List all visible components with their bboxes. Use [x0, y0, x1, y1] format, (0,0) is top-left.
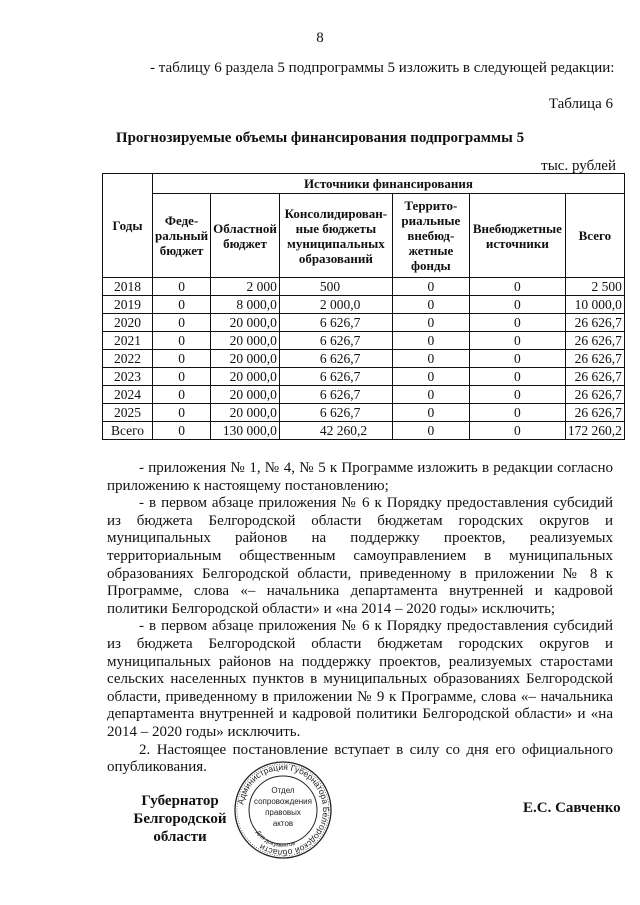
position-line-2: Белгородской области: [133, 811, 227, 845]
value-cell: 6 626,7: [279, 350, 392, 368]
paragraph: - в первом абзаце приложения № 6 к Порядку предоставления субсидий из бюджета Белгородской области бюджетам городских округов и муниципальных районов на поддержку проектов, реализуемых старостами сельских населенных пунктов в муниципальных образованиях Белгородской области, приведенному в приложении № 9 к Программе, слова «– начальника департамента внутренней и кадровой политики Белгородской области» и «на 2014 – 2020 годы» исключить.: [107, 618, 613, 740]
value-cell: 20 000,0: [211, 332, 280, 350]
value-cell: 6 626,7: [279, 332, 392, 350]
year-cell: 2025: [103, 404, 153, 422]
header-column: Феде-ральный бюджет: [153, 194, 211, 278]
paragraph: 2. Настоящее постановление вступает в силу со дня его официального опубликования.: [107, 741, 613, 776]
value-cell: 2 500: [565, 278, 624, 296]
value-cell: 6 626,7: [279, 404, 392, 422]
table-row: [103, 386, 625, 404]
table-title: Прогнозируемые объемы финансирования подпрограммы 5: [115, 130, 525, 146]
svg-text:сопровождения: сопровождения: [254, 797, 312, 806]
value-cell: 20 000,0: [211, 368, 280, 386]
header-column: Областной бюджет: [211, 194, 280, 278]
page-number: 8: [316, 30, 324, 46]
value-cell: 0: [153, 296, 211, 314]
official-stamp: [233, 760, 333, 860]
value-cell: 26 626,7: [565, 368, 624, 386]
table-row: [103, 278, 625, 296]
year-cell: 2024: [103, 386, 153, 404]
table-row: [103, 422, 625, 440]
year-cell: 2023: [103, 368, 153, 386]
svg-text:Для документов: Для документов: [254, 829, 297, 850]
value-cell: 0: [153, 314, 211, 332]
value-cell: 0: [469, 368, 565, 386]
year-cell: 2022: [103, 350, 153, 368]
position-line-1: Губернатор: [141, 793, 219, 809]
financing-table: [102, 173, 625, 440]
value-cell: 0: [469, 386, 565, 404]
header-column: Террито-риальные внебюд-жетные фонды: [392, 194, 469, 278]
value-cell: 500: [279, 278, 392, 296]
value-cell: 0: [469, 296, 565, 314]
header-column: Всего: [565, 194, 624, 278]
signatory-name: Е.С. Савченко: [523, 800, 621, 816]
header-column: Консолидирован-ные бюджеты муниципальных образований: [279, 194, 392, 278]
value-cell: 2 000,0: [279, 296, 392, 314]
table-row: [103, 404, 625, 422]
value-cell: 0: [153, 350, 211, 368]
value-cell: 20 000,0: [211, 314, 280, 332]
table-row: [103, 314, 625, 332]
value-cell: 26 626,7: [565, 332, 624, 350]
value-cell: 0: [153, 332, 211, 350]
value-cell: 6 626,7: [279, 368, 392, 386]
table-row: [103, 296, 625, 314]
value-cell: 0: [392, 386, 469, 404]
value-cell: 42 260,2: [279, 422, 392, 440]
value-cell: 0: [469, 404, 565, 422]
value-cell: 0: [153, 422, 211, 440]
paragraph: - приложения № 1, № 4, № 5 к Программе изложить в редакции согласно приложению к настоящему постановлению;: [107, 460, 613, 494]
value-cell: 20 000,0: [211, 404, 280, 422]
value-cell: 6 626,7: [279, 314, 392, 332]
table-row: [103, 350, 625, 368]
value-cell: 0: [392, 278, 469, 296]
value-cell: 26 626,7: [565, 386, 624, 404]
value-cell: 0: [469, 332, 565, 350]
value-cell: 26 626,7: [565, 314, 624, 332]
svg-text:Администрация Губернатора Белг: Администрация Губернатора Белгородской области: [235, 761, 332, 859]
table-row: [103, 332, 625, 350]
value-cell: 6 626,7: [279, 386, 392, 404]
header-years: Годы: [103, 174, 153, 278]
value-cell: 0: [469, 422, 565, 440]
table-row: [103, 368, 625, 386]
svg-text:Отдел: Отдел: [271, 786, 295, 795]
value-cell: 172 260,2: [565, 422, 624, 440]
value-cell: 26 626,7: [565, 404, 624, 422]
year-cell: 2019: [103, 296, 153, 314]
document-body: [107, 460, 613, 777]
value-cell: 0: [469, 350, 565, 368]
value-cell: 0: [392, 350, 469, 368]
year-cell: 2018: [103, 278, 153, 296]
value-cell: 20 000,0: [211, 386, 280, 404]
value-cell: 0: [392, 296, 469, 314]
value-cell: 10 000,0: [565, 296, 624, 314]
year-cell: Всего: [103, 422, 153, 440]
value-cell: 0: [153, 386, 211, 404]
value-cell: 130 000,0: [211, 422, 280, 440]
svg-text:актов: актов: [272, 819, 294, 828]
value-cell: 0: [392, 368, 469, 386]
value-cell: 0: [153, 278, 211, 296]
value-cell: 8 000,0: [211, 296, 280, 314]
value-cell: 0: [153, 404, 211, 422]
value-cell: 0: [392, 422, 469, 440]
value-cell: 26 626,7: [565, 350, 624, 368]
value-cell: 0: [469, 314, 565, 332]
year-cell: 2020: [103, 314, 153, 332]
value-cell: 0: [392, 332, 469, 350]
header-column: Внебюджетные источники: [469, 194, 565, 278]
table-label: Таблица 6: [548, 96, 613, 112]
header-sources: Источники финансирования: [153, 174, 625, 194]
year-cell: 2021: [103, 332, 153, 350]
value-cell: 20 000,0: [211, 350, 280, 368]
intro-text: - таблицу 6 раздела 5 подпрограммы 5 изложить в следующей редакции:: [150, 60, 615, 76]
value-cell: 2 000: [211, 278, 280, 296]
units-label: тыс. рублей: [541, 158, 616, 174]
value-cell: 0: [153, 368, 211, 386]
value-cell: 0: [392, 314, 469, 332]
paragraph: - в первом абзаце приложения № 6 к Порядку предоставления субсидий из бюджета Белгородской области бюджетам городских округов и муниципальных районов на поддержку проектов, реализуемых территориальным общественным самоуправлением в муниципальных образованиях Белгородской области, приведенному в приложении № 8 к Программе, слова «– начальника департамента внутренней и кадровой политики Белгородской области» и «на 2014 – 2020 годы» исключить;: [107, 495, 613, 617]
value-cell: 0: [469, 278, 565, 296]
svg-text:правовых: правовых: [265, 808, 301, 817]
value-cell: 0: [392, 404, 469, 422]
